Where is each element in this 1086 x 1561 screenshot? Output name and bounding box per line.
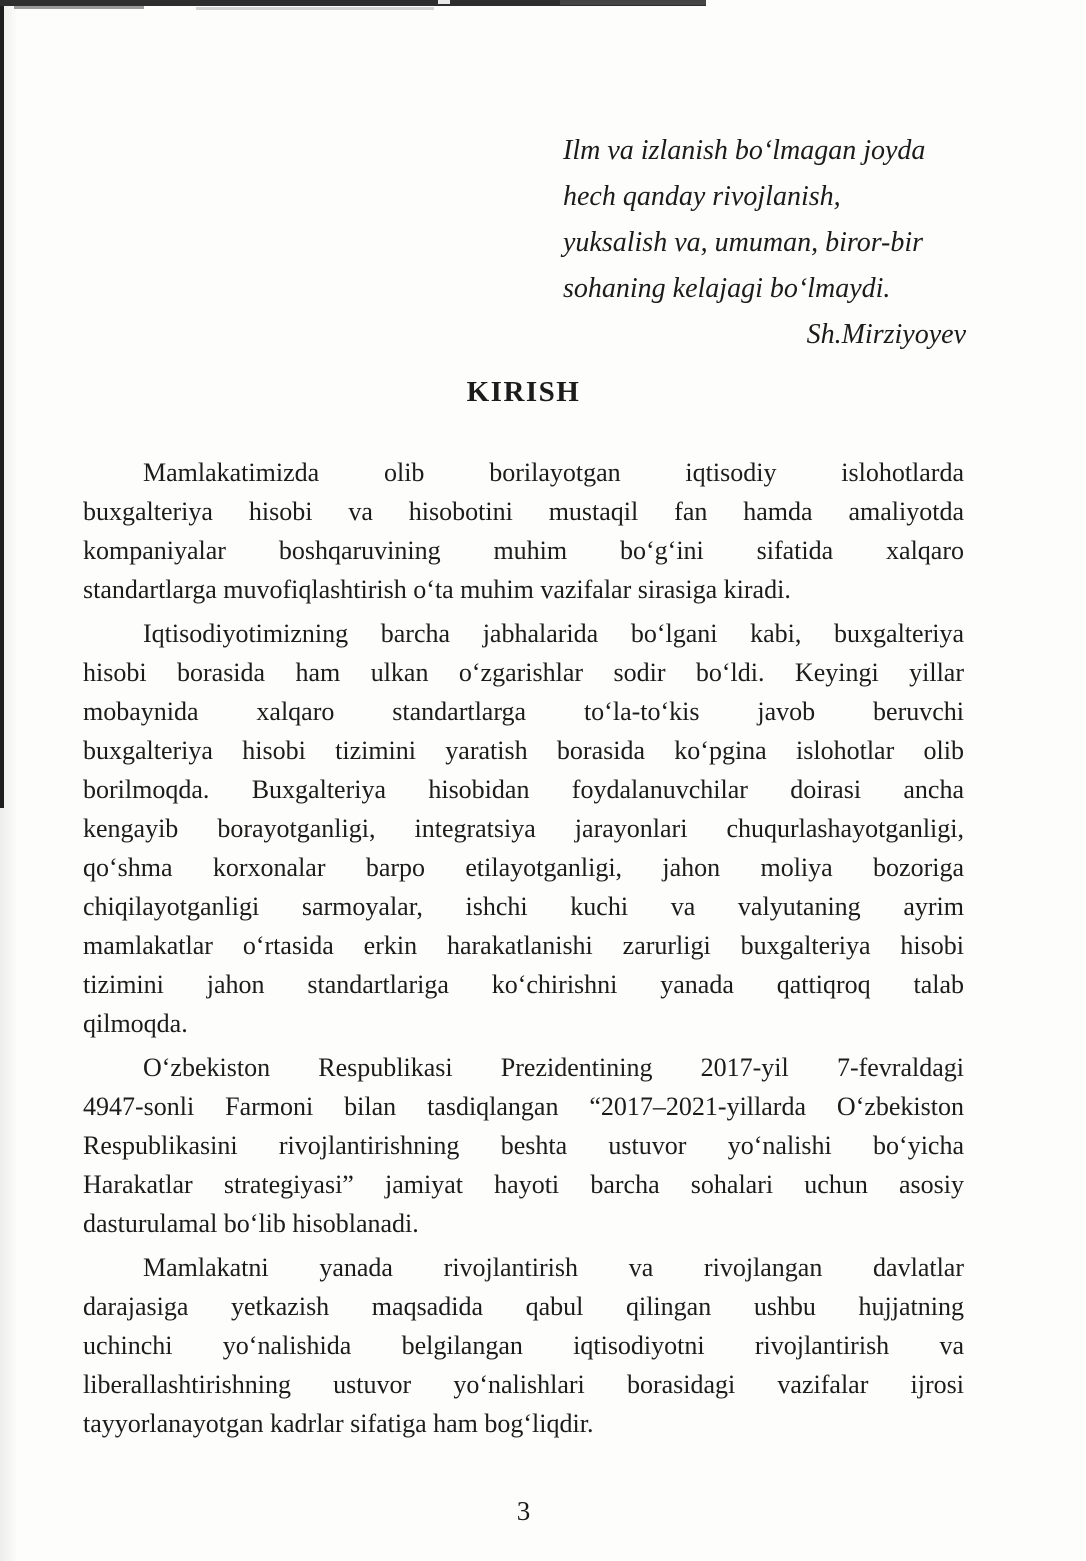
body-text xyxy=(83,453,964,1443)
scan-artifact-top-bar-smudge xyxy=(14,6,144,9)
body-line: chiqilayotganligi sarmoyalar, ishchi kuchi va valyutaning ayrim xyxy=(83,892,964,921)
epigraph-line: yuksalish va, umuman, biror-bir xyxy=(563,227,924,258)
body-line: standartlarga muvofiqlashtirish o‘ta muhim vazifalar sirasiga kiradi. xyxy=(83,575,791,604)
epigraph-line: sohaning kelajagi bo‘lmaydi. xyxy=(563,273,891,304)
paragraph xyxy=(83,1248,964,1443)
body-line: uchinchi yo‘nalishida belgilangan iqtisodiyotni rivojlantirish va xyxy=(83,1331,964,1360)
scan-artifact-top-bar-notch xyxy=(438,0,450,4)
body-line: tizimini jahon standartlariga ko‘chirishni yanada qattiqroq talab xyxy=(83,970,964,999)
body-line: qilmoqda. xyxy=(83,1009,188,1038)
scan-artifact-left-edge-line xyxy=(0,0,4,808)
body-line: tayyorlanayotgan kadrlar sifatiga ham bog‘liqdir. xyxy=(83,1409,594,1438)
body-line: darajasiga yetkazish maqsadida qabul qilingan ushbu hujjatning xyxy=(83,1292,964,1321)
body-line: kompaniyalar boshqaruvining muhim bo‘g‘ini sifatida xalqaro xyxy=(83,536,964,565)
body-line: buxgalteriya hisobi va hisobotini mustaqil fan hamda amaliyotda xyxy=(83,497,964,526)
paragraph xyxy=(83,614,964,1043)
body-line: borilmoqda. Buxgalteriya hisobidan foydalanuvchilar doirasi ancha xyxy=(83,775,964,804)
body-line: mobaynida xalqaro standartlarga to‘la-to‘kis javob beruvchi xyxy=(83,697,964,726)
scan-artifact-top-bar-tail xyxy=(560,0,706,5)
epigraph-line: hech qanday rivojlanish, xyxy=(563,181,841,212)
scan-artifact-top-bar-smudge xyxy=(196,7,434,10)
page-number: 3 xyxy=(516,1496,531,1526)
body-line: liberallashtirishning ustuvor yo‘nalishlari borasidagi vazifalar ijrosi xyxy=(83,1370,964,1399)
body-line: Harakatlar strategiyasi” jamiyat hayoti barcha sohalari uchun asosiy xyxy=(83,1170,964,1199)
epigraph-line: Ilm va izlanish bo‘lmagan joyda xyxy=(563,135,926,166)
body-line: hisobi borasida ham ulkan o‘zgarishlar sodir bo‘ldi. Keyingi yillar xyxy=(83,658,964,687)
paragraph xyxy=(83,453,964,609)
body-line: mamlakatlar o‘rtasida erkin harakatlanishi zarurligi buxgalteriya hisobi xyxy=(83,931,964,960)
body-line: Iqtisodiyotimizning barcha jabhalarida bo‘lgani kabi, buxgalteriya xyxy=(143,619,964,648)
body-line: 4947-sonli Farmoni bilan tasdiqlangan “2017–2021-yillarda O‘zbekiston xyxy=(83,1092,964,1121)
body-line: buxgalteriya hisobi tizimini yaratish borasida ko‘pgina islohotlar olib xyxy=(83,736,964,765)
body-line: kengayib borayotganligi, integratsiya jarayonlari chuqurlashayotganligi, xyxy=(83,814,964,843)
epigraph-attribution: Sh.Mirziyoyev xyxy=(806,319,966,350)
paragraph xyxy=(83,1048,964,1243)
epigraph xyxy=(563,128,968,358)
body-line: Mamlakatni yanada rivojlantirish va rivojlangan davlatlar xyxy=(143,1253,964,1282)
body-line: dasturulamal bo‘lib hisoblanadi. xyxy=(83,1209,419,1238)
chapter-heading: KIRISH xyxy=(466,376,581,408)
body-line: Respublikasini rivojlantirishning beshta ustuvor yo‘nalishi bo‘yicha xyxy=(83,1131,964,1160)
body-line: O‘zbekiston Respublikasi Prezidentining 2017-yil 7-fevraldagi xyxy=(143,1053,964,1082)
body-line: qo‘shma korxonalar barpo etilayotganligi, jahon moliya bozoriga xyxy=(83,853,964,882)
body-line: Mamlakatimizda olib borilayotgan iqtisodiy islohotlarda xyxy=(143,458,964,487)
